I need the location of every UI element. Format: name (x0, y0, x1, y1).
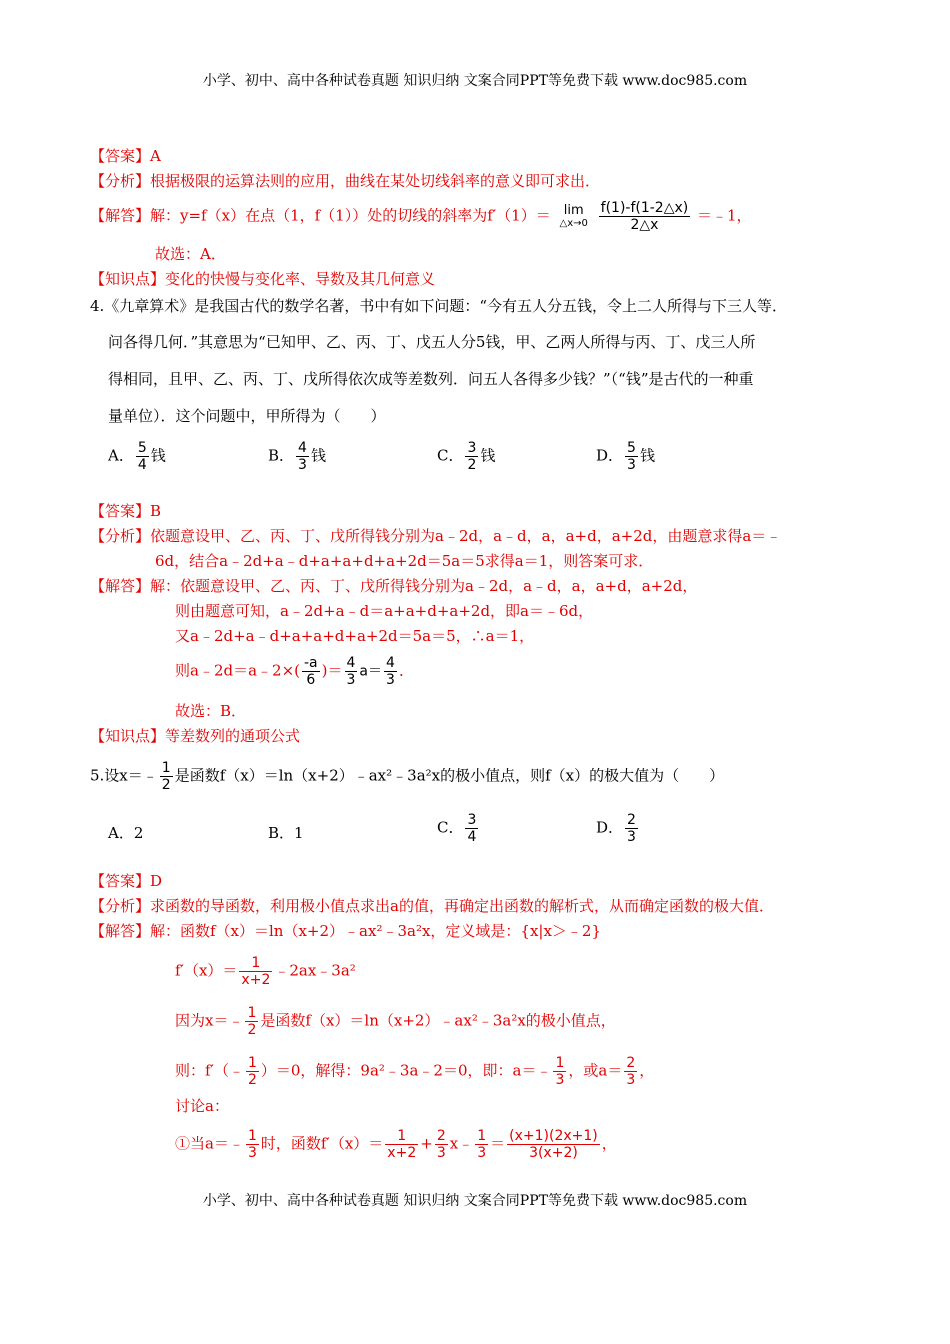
fraction-den: 4 (467, 829, 477, 845)
choice-unit: 钱 (639, 446, 655, 465)
fraction-den: 3 (627, 457, 636, 473)
q4-choose: 故选：B． (175, 702, 247, 720)
q5-analysis: 【分析】求函数的导函数，利用极小值点求出a的值，再确定出函数的解析式，从而确定函数的极大值． (90, 897, 774, 915)
solution-text: 因为x＝﹣ (175, 1011, 244, 1030)
fraction-num: (x+1)(2x+1) (509, 1128, 598, 1144)
solution-text: 时，函数f′（x）＝ (260, 1134, 384, 1153)
fraction-num: 4 (298, 440, 307, 456)
fraction-num: 4 (346, 655, 356, 671)
lim-subscript: △x→0 (559, 217, 588, 229)
choice-fraction (625, 812, 638, 845)
solution-text: x﹣ (449, 1134, 474, 1153)
fraction-den: 3 (627, 829, 636, 845)
fraction-num: 3 (467, 440, 477, 456)
choice-fraction (465, 440, 478, 473)
choice-unit: 钱 (480, 446, 496, 465)
fraction-num: 1 (239, 955, 272, 972)
q4-solution-line-2: 则由题意可知，a﹣2d+a﹣d＝a+a+d+a+2d，即a＝﹣6d， (175, 602, 594, 620)
q3-solution-tail: ＝﹣1， (697, 206, 752, 225)
q4-solution-line-4 (175, 655, 880, 688)
lim-label: lim (563, 202, 584, 218)
choice-label: A． (108, 446, 134, 465)
fraction-num: 1 (247, 1005, 257, 1021)
fraction (246, 1055, 259, 1088)
q5-solution-line-4 (175, 1055, 880, 1088)
q5-choice-a[interactable] (108, 822, 143, 843)
solution-text: 是函数f（x）＝ln（x+2）﹣ax²﹣3a²x的极小值点， (260, 1011, 616, 1030)
q5-choice-c[interactable] (437, 812, 480, 845)
fraction (345, 655, 358, 688)
fraction-num: 1 (247, 1055, 257, 1071)
fraction-den: 2 (161, 777, 171, 793)
q4-choice-d[interactable] (596, 440, 655, 473)
fraction-num: 2 (626, 1055, 636, 1071)
q3-choose: 故选：A． (155, 245, 226, 263)
fraction-den: 3 (247, 1145, 257, 1161)
solution-text: ＝ (490, 1134, 506, 1153)
fraction-den: 2 (467, 457, 477, 473)
q4-stem-line-3: 得相同，且甲、乙、丙、丁、戊所得依次成等差数列．问五人各得多少钱？”（“钱”是古代的一种重 (108, 370, 754, 388)
fraction-den: 6 (306, 672, 316, 688)
solution-text: ． (398, 661, 414, 680)
q4-choice-a[interactable] (108, 440, 166, 473)
fraction-num: 4 (386, 655, 395, 671)
q5-choice-d[interactable] (596, 812, 640, 845)
solution-text: ，或a＝ (568, 1061, 623, 1080)
q4-solution-line-3: 又a﹣2d+a﹣d+a+a+d+a+2d＝5a＝5，∴a＝1， (175, 627, 535, 645)
fraction-num: 1 (477, 1128, 487, 1144)
fraction (624, 1055, 637, 1088)
fraction (553, 1055, 566, 1088)
fraction (385, 1128, 418, 1161)
fraction-num: 2 (436, 1128, 446, 1144)
limit-numerator: f(1)-f(1-2△x) (600, 200, 689, 216)
q5-stem (90, 760, 880, 793)
q4-analysis-line-1: 【分析】依题意设甲、乙、丙、丁、戊所得钱分别为a﹣2d，a﹣d，a，a+d，a+2d，由题意求得a＝﹣ (90, 527, 782, 545)
fraction-den: x+2 (387, 1145, 417, 1161)
solution-text: )＝ (321, 661, 343, 680)
solution-text: 则：f′（﹣ (175, 1061, 244, 1080)
q5-solution-line-1: 【解答】解：函数f（x）＝ln（x+2）﹣ax²﹣3a²x，定义域是：{x|x＞﹣2} (90, 922, 602, 940)
fraction-num: 2 (627, 812, 636, 828)
q4-stem-line-2: 问各得几何．”其意思为“已知甲、乙、丙、丁、戊五人分5钱，甲、乙两人所得与丙、丁、戊三人所 (108, 333, 756, 351)
q4-choice-c[interactable] (437, 440, 495, 473)
q4-choice-b[interactable] (268, 440, 326, 473)
fraction-num: 1 (247, 1128, 257, 1144)
q4-knowledge: 【知识点】等差数列的通项公式 (90, 727, 301, 745)
stem-text: 5.设x＝﹣ (90, 766, 158, 785)
fraction-num: 1 (385, 1128, 418, 1145)
solution-text: ， (601, 1134, 617, 1153)
q3-knowledge: 【知识点】变化的快慢与变化率、导数及其几何意义 (90, 270, 436, 288)
choice-value: 2 (133, 824, 144, 842)
fraction-num: -a (304, 655, 318, 671)
fraction (160, 760, 173, 793)
fraction-den: 4 (137, 457, 147, 473)
q4-solution-line-1: 【解答】解：依题意设甲、乙、丙、丁、戊所得钱分别为a﹣2d，a﹣d，a，a+d，a+2d， (90, 577, 698, 595)
q4-stem-line-1: 4.《九章算术》是我国古代的数学名著，书中有如下问题：“今有五人分五钱，令上二人所得与下三人等． (90, 297, 787, 315)
fraction-num: 1 (161, 760, 171, 776)
page-header: 小学、初中、高中各种试卷真题 知识归纳 文案合同PPT等免费下载 www.doc985.com (202, 73, 748, 89)
limit-expression (560, 204, 588, 230)
q5-choice-b[interactable] (268, 822, 304, 843)
limit-fraction (599, 200, 691, 233)
fraction-den: 3 (477, 1145, 487, 1161)
limit-denominator: 2△x (630, 217, 659, 233)
solution-text: f′（x）＝ (175, 961, 238, 980)
fraction-num: 5 (627, 440, 636, 456)
q3-solution-text: y=f（x）在点（1，f（1））处的切线的斜率为f′（1）＝ (180, 206, 551, 225)
fraction-den: 3 (386, 672, 395, 688)
page-footer: 小学、初中、高中各种试卷真题 知识归纳 文案合同PPT等免费下载 www.doc985.com (202, 1193, 748, 1209)
fraction-num: 5 (137, 440, 147, 456)
fraction-den: 3 (298, 457, 307, 473)
q3-solution-prefix: 【解答】解： (90, 206, 181, 225)
fraction (302, 655, 320, 688)
fraction-den: 2 (247, 1072, 257, 1088)
q5-solution-line-6 (175, 1128, 880, 1161)
choice-unit: 钱 (150, 446, 166, 465)
q3-answer: 【答案】A (90, 147, 161, 165)
choice-label: D． (596, 446, 624, 465)
choice-label: C． (437, 446, 464, 465)
choice-fraction (625, 440, 638, 473)
fraction-num: 1 (555, 1055, 565, 1071)
choice-label: B． (268, 446, 295, 465)
choice-fraction (136, 440, 149, 473)
fraction-den: 3 (626, 1072, 636, 1088)
fraction-den: 2 (247, 1022, 257, 1038)
solution-text: ， (639, 1061, 655, 1080)
fraction (246, 1128, 259, 1161)
choice-label: C． (437, 818, 464, 837)
choice-unit: 钱 (310, 446, 326, 465)
fraction (245, 1005, 258, 1038)
q4-answer: 【答案】B (90, 502, 162, 520)
fraction-den: 3 (436, 1145, 446, 1161)
choice-fraction (296, 440, 309, 473)
choice-label: D． (596, 818, 624, 837)
q5-solution-line-2 (175, 955, 880, 988)
fraction (475, 1128, 488, 1161)
choice-label: A． (108, 824, 134, 842)
choice-value: 1 (294, 824, 304, 842)
q5-answer: 【答案】D (90, 872, 163, 890)
fraction-num: 3 (467, 812, 477, 828)
q5-solution-line-3 (175, 1005, 880, 1038)
q5-solution-line-5: 讨论a： (175, 1097, 229, 1115)
solution-text: + (420, 1134, 433, 1153)
solution-text: a＝ (359, 663, 383, 680)
choice-fraction (465, 812, 478, 845)
q4-stem-line-4: 量单位）．这个问题中，甲所得为（ ） (108, 407, 386, 425)
fraction (239, 955, 272, 988)
solution-text: ①当a＝﹣ (175, 1134, 244, 1153)
stem-text: 是函数f（x）＝ln（x+2）﹣ax²﹣3a²x的极小值点，则f（x）的极大值为（ ） (174, 766, 725, 785)
q3-solution (90, 200, 880, 233)
fraction (507, 1128, 600, 1161)
fraction (435, 1128, 448, 1161)
q3-analysis: 【分析】根据极限的运算法则的应用，曲线在某处切线斜率的意义即可求出． (90, 172, 601, 190)
fraction-den: 3 (555, 1072, 565, 1088)
solution-text: ）＝0，解得：9a²﹣3a﹣2＝0，即：a＝﹣ (260, 1061, 552, 1080)
solution-text: ﹣2ax﹣3a² (274, 961, 356, 980)
fraction-den: 3(x+2) (529, 1145, 578, 1161)
fraction-den: 3 (346, 672, 356, 688)
fraction-den: x+2 (241, 972, 271, 988)
q4-analysis-line-2: 6d，结合a﹣2d+a﹣d+a+a+d+a+2d＝5a＝5求得a＝1，则答案可求． (155, 552, 654, 570)
solution-text: 则a﹣2d＝a﹣2×( (175, 661, 300, 680)
choice-label: B． (268, 824, 295, 842)
fraction (384, 655, 397, 688)
